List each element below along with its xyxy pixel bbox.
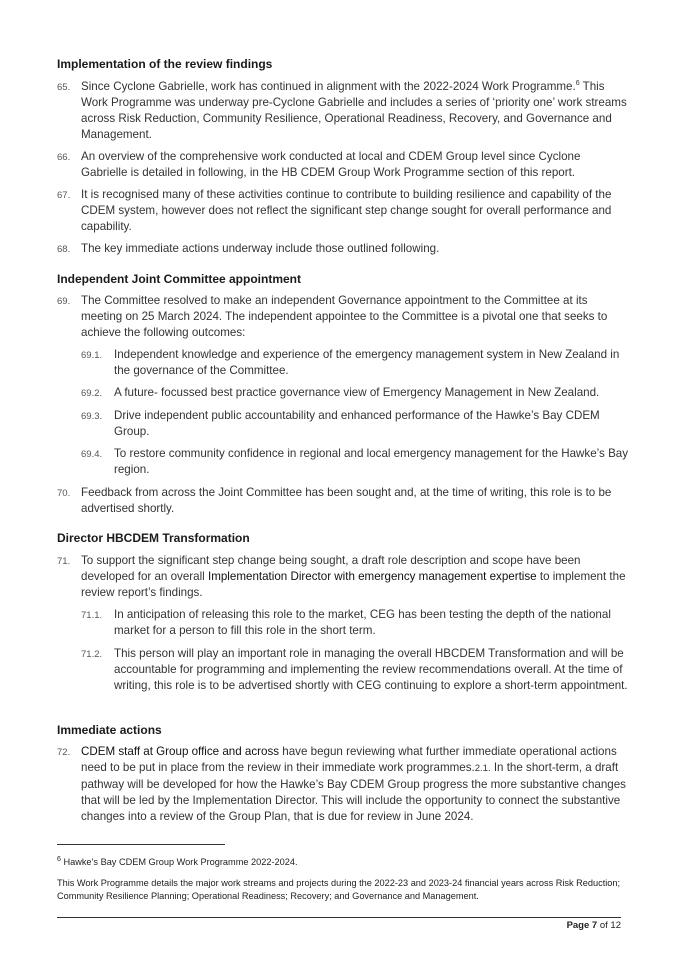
paragraph-number: 71.1. xyxy=(81,610,103,621)
section-heading-director: Director HBCDEM Transformation xyxy=(57,531,250,545)
cross-reference[interactable]: 2.1. xyxy=(474,763,491,774)
paragraph-number: 65. xyxy=(57,82,71,93)
paragraph-number: 71. xyxy=(57,556,71,567)
paragraph-number: 69.2. xyxy=(81,388,103,399)
footer-rule xyxy=(57,917,621,918)
footnote-description: This Work Programme details the major work streams and projects during the 2022-23 and 2023-24 financial years across Risk Reduction; Community Resilience Planning; Operational Readiness; Recovery; and Governance and Management. xyxy=(57,878,621,901)
paragraph-number: 69.4. xyxy=(81,449,103,460)
paragraph-number: 67. xyxy=(57,190,71,201)
paragraph-number: 72. xyxy=(57,747,71,758)
page-number: Page 7 of 12 xyxy=(566,920,621,931)
footnote-6: $^6$ Hawke’s Bay CDEM Group Work Programme 2022-2024. xyxy=(57,855,298,867)
paragraph-number: 68. xyxy=(57,244,71,255)
section-heading-implementation: Implementation of the review findings xyxy=(57,57,273,71)
section-heading-immediate-actions: Immediate actions xyxy=(57,723,162,737)
paragraph-number: 71.2. xyxy=(81,649,103,660)
paragraph-number: 70. xyxy=(57,488,71,499)
footnote-marker: 6 xyxy=(57,855,61,863)
paragraph-number: 66. xyxy=(57,152,71,163)
section-heading-committee: Independent Joint Committee appointment xyxy=(57,272,302,286)
footnote-ref[interactable]: 6 xyxy=(575,80,580,88)
paragraph-number: 69. xyxy=(57,296,71,307)
footnote-separator xyxy=(57,844,225,845)
paragraph-number: 69.1. xyxy=(81,350,103,361)
paragraph-number: 69.3. xyxy=(81,411,103,422)
document-page: Implementation of the review findings 65. Since Cyclone Gabrielle, work has continued in alignment with the 2022-2024 Work Programme.$^6$ This Work Programme was underway pre-Cyclone Gabrielle and includes a series of ‘priority one’ work streams across Risk Reduction, Community Resilience, Operational Readiness, Recovery, and Governance and Management. 66. An overview of the comprehensive work conducted at local and CDEM Group level since Cyclone Gabrielle is detailed in following, in the HB CDEM Group Work Programme section of this report. 67. It is recognised many of these activities continue to contribute to building resilience and capability of the CDEM system, however does not reflect the significant step change sought for overall performance and capability. 68. The key immediate actions underway include those outlined following. Independent Joint Committee appointment 69. The Committee resolved to make an independent Governance appointment to the Committee at its meeting on 25 March 2024. The independent appointee to the Committee is a pivotal one that seeks to achieve the following outcomes: 69.1. Independent knowledge and experience of the emergency management system in New Zealand in the governance of the Committee. 69.2. A future- focussed best practice governance view of Emergency Management in New Zealand. 69.3. Drive independent public accountability and enhanced performance of the Hawke’s Bay CDEM Group. 69.4. To restore community confidence in regional and local emergency management for the Hawke’s Bay region. 70. Feedback from across the Joint Committee has been sought and, at the time of writing, this role is to be advertised shortly. Director HBCDEM Transformation 71. To support the significant step change being sought, a draft role description and scope have been developed for an overall Implementation Director with emergency management expertise to implement the review report’s findings. 71.1. In anticipation of releasing this role to the market, CEG has been testing the depth of the national market for a person to fill this role in the short term. 71.2. This person will play an important role in managing the overall HBCDEM Transformation and will be accountable for programming and implementing the review recommendations overall. At the time of writing, this role is to be advertised shortly with CEG continuing to explore a short-term appointment. Immediate actions 72. CDEM staff at Group office and across have begun reviewing what further immediate operational actions need to be put in place from the review in their immediate work programmes.2.1. In the short-term, a draft pathway will be developed for how the Hawke’s Bay CDEM Group progress the more substantive changes that will be led by the Implementation Director. This will include the opportunity to connect the substantive changes into a review of the Group Plan, that is due for review in June 2024. $^6$ Hawke’s Bay CDEM Group Work Programme 2022-2024. This Work Programme details the major work streams and projects during the 2022-23 and 2023-24 financial years across Risk Reduction; Community Resilience Planning; Operational Readiness; Recovery; and Governance and Management. Page 7 of 12 xyxy=(57,57,629,931)
